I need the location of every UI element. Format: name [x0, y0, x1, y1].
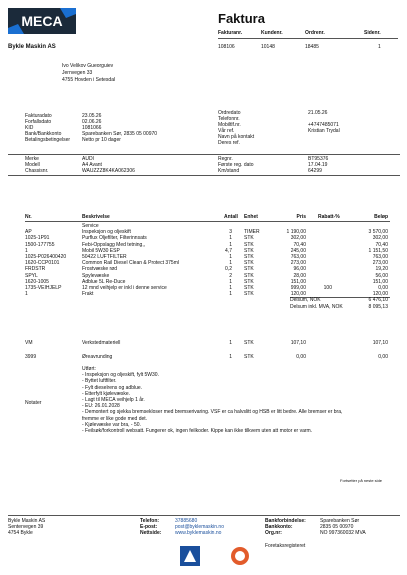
- vehicle-label: Første reg. dato: [218, 162, 254, 168]
- notes-line: - Kjølevæske var bra, - 50.: [82, 421, 141, 428]
- table-cell: Inspeksjon og oljeskift: [82, 229, 131, 236]
- table-cell: 1620-1005: [25, 278, 49, 285]
- table-cell: 70,40: [375, 241, 388, 248]
- table-cell: 3: [229, 229, 232, 236]
- table-cell: SPYL: [25, 272, 38, 279]
- table-cell: 28,00: [293, 272, 306, 279]
- table-cell: 1: [229, 235, 232, 242]
- recipient-line: Jernvegen 33: [62, 70, 93, 76]
- continued-note: Fortsetter på neste side: [340, 478, 383, 483]
- col-header: Nr.: [25, 214, 32, 220]
- table-cell: Adblue 5L Re-Duce: [82, 278, 126, 285]
- notes-line: - Etterfylt kjølevæske.: [82, 390, 131, 397]
- col-header: Beskrivelse: [82, 214, 110, 220]
- vehicle-label: Modell: [25, 162, 40, 168]
- company-name: Bykle Maskin AS: [8, 44, 56, 50]
- table-row: [0, 254, 407, 260]
- table-cell: STK: [244, 354, 254, 360]
- table-row: [0, 340, 407, 346]
- notes-line: fremme er like gode med det.: [82, 415, 148, 422]
- table-cell: 1: [229, 241, 232, 248]
- table-cell: STK: [244, 291, 254, 298]
- info-value: Netto pr 10 dager: [82, 137, 121, 143]
- table-row: [0, 229, 407, 235]
- notes-line: - Inspeksjon og oljeskift, fylt 5W30.: [82, 372, 159, 379]
- table-cell: 302,00: [372, 235, 388, 242]
- table-cell: Mobil 5W30 ESP: [82, 247, 120, 254]
- table-cell: 151,00: [372, 278, 388, 285]
- col-header: Pris: [296, 214, 306, 220]
- vehicle-value: BT95376: [308, 156, 329, 162]
- notes-line: - EU: 26.01.2028: [82, 403, 120, 410]
- table-cell: 999,00: [290, 285, 306, 291]
- col-header: Enhet: [244, 214, 258, 220]
- table-cell: Purflux Oljefilter, Filterinnsats: [82, 235, 147, 242]
- table-cell: STK: [244, 272, 254, 279]
- table-cell: 56,00: [375, 272, 388, 279]
- header-col-label: Sidenr.: [364, 30, 381, 36]
- footer-label: Bankkonto:: [265, 524, 293, 530]
- info-value: Sparebanken Sør, 2835 05 00970: [82, 131, 158, 137]
- notes-line: - Feilsøk/forkontroll websatt. Fungerer ok, ingen feilkoder. Kippe kan ikke tilkvem uten att motor er varm.: [82, 428, 313, 434]
- footer-value: www.byklemaskin.no: [175, 530, 222, 536]
- header-col-label: Fakturanr.: [218, 30, 243, 36]
- table-cell: STK: [244, 340, 254, 346]
- info-value: 1081066: [82, 125, 102, 131]
- table-cell: 273,00: [290, 260, 306, 267]
- table-cell: STK: [244, 235, 254, 242]
- foretak-label: Foretaksregisteret: [265, 543, 306, 549]
- table-cell: 1 151,50: [368, 247, 388, 254]
- table-row: [0, 285, 407, 291]
- table-cell: 151,00: [290, 278, 306, 285]
- table-cell: TIMER: [244, 229, 260, 236]
- table-row: [0, 260, 407, 266]
- notes-label: Notater: [25, 400, 42, 406]
- table-cell: Service: [82, 223, 99, 229]
- vehicle-value: 64299: [308, 168, 322, 174]
- table-cell: 3999: [25, 354, 37, 360]
- table-cell: 70,40: [293, 241, 306, 248]
- table-cell: 19,20: [375, 266, 388, 273]
- table-row: [0, 248, 407, 254]
- table-row: [0, 242, 407, 248]
- footer-label: Org.nr:: [265, 530, 282, 536]
- table-cell: Øreavrunding: [82, 354, 113, 360]
- table-row: [0, 273, 407, 279]
- footer-label: Bankforbindelse:: [265, 518, 306, 524]
- info-value: +4747485071: [308, 122, 339, 128]
- info-label: Forfallsdato: [25, 119, 52, 125]
- table-cell: 0,2: [225, 266, 232, 273]
- table-cell: 2: [229, 272, 232, 279]
- info-label: Deres ref.: [218, 140, 240, 146]
- info-label: Telefonnr.: [218, 116, 240, 122]
- table-cell: 1: [229, 354, 232, 360]
- customer-number: 10148: [261, 44, 275, 50]
- info-label: Bank/Bankkonto: [25, 131, 62, 137]
- table-cell: 107,10: [372, 340, 388, 346]
- vehicle-value: WAUZZZ8K4KA062306: [82, 168, 135, 174]
- document-title: Faktura: [218, 11, 265, 26]
- vehicle-value: A4 Avant: [82, 162, 102, 168]
- table-cell: 0,00: [378, 285, 388, 291]
- info-label: Mobiltlf.nr.: [218, 122, 241, 128]
- table-cell: STK: [244, 260, 254, 267]
- vehicle-label: Merke: [25, 156, 39, 162]
- table-cell: 12 mnd veihjelp er inkl i denne service: [82, 285, 167, 291]
- col-header: Rabatt-%: [318, 214, 340, 220]
- footer-value: Sparebanken Sør: [320, 518, 360, 524]
- table-cell: 1: [229, 260, 232, 267]
- subtotal-vat-label: Delsum inkl. MVA, NOK: [290, 304, 343, 310]
- subtotal-vat-value: 8 095,13: [368, 304, 388, 310]
- page-number: 1: [378, 44, 381, 50]
- vehicle-label: Km/stand: [218, 168, 240, 174]
- footer-value: post@byklemaskin.no: [175, 524, 224, 530]
- table-cell: Verkstedmateriell: [82, 340, 121, 346]
- table-cell: 1620-CCP0101: [25, 260, 60, 267]
- info-value: Kristian Trydal: [308, 128, 340, 134]
- header-col-label: Kundenr.: [261, 30, 283, 36]
- table-cell: STK: [244, 266, 254, 273]
- col-header: Antall: [224, 214, 238, 220]
- table-row: [0, 266, 407, 272]
- notes-line: Utført:: [82, 366, 96, 372]
- table-cell: 96,00: [293, 266, 306, 273]
- table-cell: Spylevæske: [82, 272, 110, 279]
- certificate-icon: [230, 546, 250, 566]
- table-cell: Common Rail Diesel Clean & Protect 375ml: [82, 260, 179, 267]
- footer-address: Bykle Maskin AS: [8, 518, 46, 524]
- logo-text: MECA: [21, 13, 63, 29]
- notes-line: - Byttet luftfilter.: [82, 378, 117, 385]
- footer-label: Telefon:: [140, 518, 160, 524]
- table-cell: 245,00: [290, 247, 306, 254]
- table-cell: 100: [323, 285, 332, 291]
- table-cell: 50422 LUFTFILTER: [82, 254, 127, 260]
- footer-label: E-post:: [140, 524, 158, 530]
- table-cell: 1500-177755: [25, 241, 55, 248]
- info-value: 23.05.26: [82, 113, 102, 119]
- info-value: 21.05.26: [308, 110, 328, 116]
- table-cell: 763,00: [372, 254, 388, 260]
- table-cell: 1735-VEIHJELP: [25, 285, 62, 291]
- table-cell: 1: [25, 291, 28, 298]
- table-row: [0, 235, 407, 241]
- recipient-line: Ivo Velikov Gueorguiev: [62, 63, 114, 69]
- vehicle-label: Regnr.: [218, 156, 233, 162]
- table-cell: VM: [25, 340, 33, 346]
- info-label: Ordredato: [218, 110, 241, 116]
- table-cell: AP: [25, 229, 32, 236]
- notes-line: - Demontert og sjekka bremsekloser med bremserivaring. VSF er ca halvslitt og HSB er litt bedre. Alle bremser er bra,: [82, 409, 343, 416]
- table-cell: 1: [229, 291, 232, 298]
- table-cell: STK: [244, 254, 254, 260]
- table-cell: 302,00: [290, 235, 306, 242]
- table-cell: 1: [229, 278, 232, 285]
- table-cell: Frakt: [82, 291, 94, 298]
- info-label: Fakturadato: [25, 113, 52, 119]
- meca-logo: [8, 8, 76, 34]
- footer-address: 4754 Bykle: [8, 530, 33, 536]
- table-cell: 1 190,00: [286, 229, 306, 236]
- footer-value: NO 997360032 MVA: [320, 530, 366, 536]
- table-row: [0, 223, 407, 229]
- footer-value: 2835 05 00970: [320, 524, 354, 530]
- order-number: 18485: [305, 44, 319, 50]
- subtotal-label: Delsum, NOK: [290, 297, 321, 303]
- vehicle-value: AUDI: [82, 156, 94, 162]
- table-header: [0, 214, 407, 220]
- vehicle-value: 17.04.19: [308, 162, 328, 168]
- table-cell: 120,00: [290, 291, 306, 298]
- footer-label: Nettside:: [140, 530, 162, 536]
- table-row: [0, 279, 407, 285]
- info-label: Navn på kontakt: [218, 134, 255, 140]
- table-cell: 3 570,00: [368, 229, 388, 236]
- table-cell: Frostvæske rød: [82, 266, 118, 273]
- table-cell: 4,7: [225, 247, 232, 254]
- table-cell: 763,00: [290, 254, 306, 260]
- badge-icon: [180, 546, 200, 566]
- table-cell: STK: [244, 278, 254, 285]
- subtotal-value: 6 476,10: [368, 297, 388, 303]
- table-cell: 1: [25, 247, 28, 254]
- table-cell: 0,00: [296, 354, 306, 360]
- vehicle-label: Chassisnr.: [25, 168, 49, 174]
- col-header: Beløp: [374, 214, 388, 220]
- invoice-number: 108106: [218, 44, 235, 50]
- table-cell: 107,10: [290, 340, 306, 346]
- table-cell: 1025-P026400420: [25, 254, 67, 260]
- table-cell: Febi-Oppslagg Med tetning,,: [82, 241, 146, 248]
- info-value: 02.06.26: [82, 119, 102, 125]
- table-cell: STK: [244, 241, 254, 248]
- table-cell: 273,00: [372, 260, 388, 267]
- table-cell: FRDSTR: [25, 266, 46, 273]
- table-cell: STK: [244, 247, 254, 254]
- table-cell: 1: [229, 285, 232, 291]
- info-label: KID: [25, 125, 34, 131]
- footer-value: 37885680: [175, 518, 198, 524]
- table-cell: STK: [244, 285, 254, 291]
- table-cell: 0,00: [378, 354, 388, 360]
- recipient-line: 4755 Hovden i Setesdal: [62, 77, 116, 83]
- table-row: [0, 354, 407, 360]
- table-cell: 120,00: [372, 291, 388, 298]
- table-cell: 1025-1P91: [25, 235, 50, 242]
- info-label: Betalingsbetingelser: [25, 137, 71, 143]
- notes-line: - Fylt dieselrens og adblue.: [82, 384, 143, 391]
- table-cell: 1: [229, 254, 232, 260]
- footer-address: Sentervegen 39: [8, 524, 44, 530]
- header-col-label: Ordrenr.: [305, 30, 325, 36]
- table-cell: 1: [229, 340, 232, 346]
- notes-line: - Lagt til MECA veihjelp 1 år.: [82, 397, 145, 403]
- info-label: Vår ref.: [218, 128, 235, 134]
